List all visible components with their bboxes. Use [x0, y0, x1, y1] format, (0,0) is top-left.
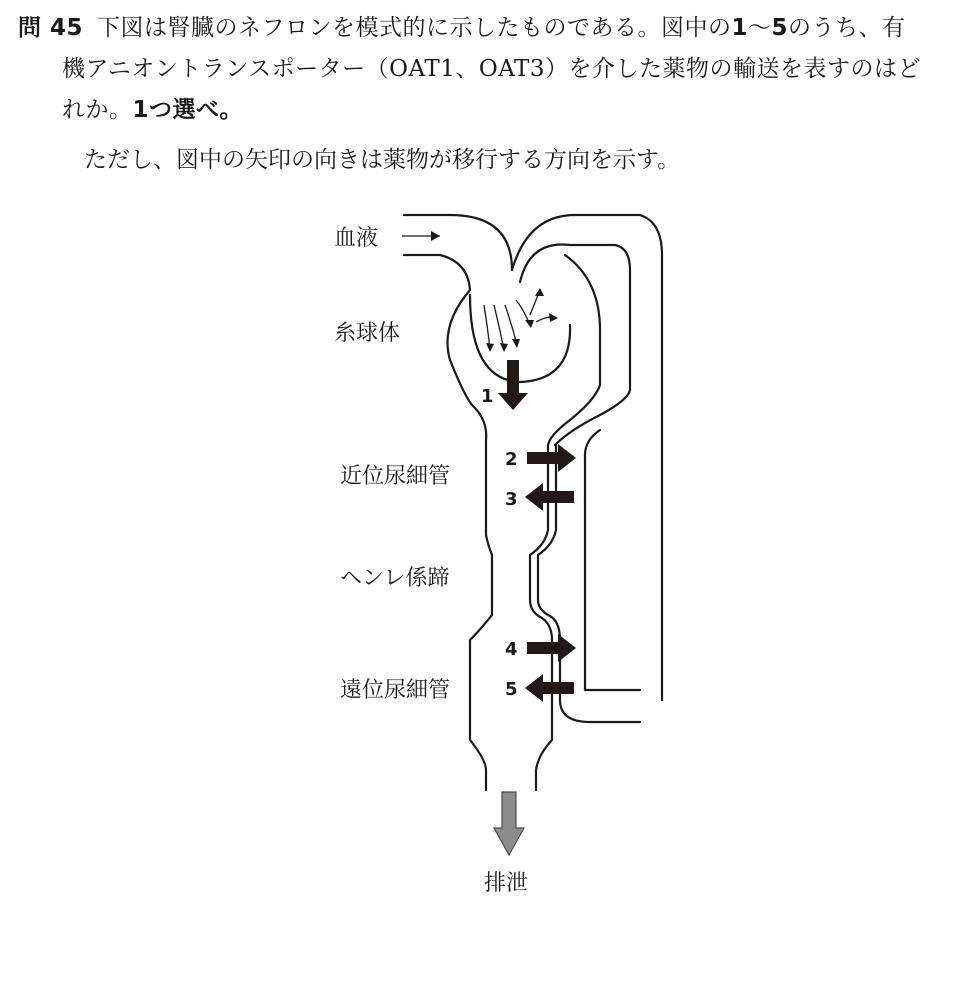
arrow-label-4: 4: [505, 639, 518, 660]
blood-vessel-bottom: [404, 255, 470, 290]
transport-arrow-5: [525, 674, 574, 702]
range-sep: 〜: [748, 15, 772, 41]
blood-arrow-head: [431, 231, 440, 241]
range-end: 5: [771, 15, 789, 41]
question-instruction: 1つ選べ。: [132, 97, 244, 123]
question-text-3a: れか。: [62, 97, 133, 123]
arrow-label-3: 3: [505, 489, 518, 510]
question-text-1b: のうち、有: [788, 15, 906, 41]
arrow-label-5: 5: [505, 679, 518, 700]
excretion-arrow: [494, 792, 524, 855]
label-proximal-tubule: 近位尿細管: [340, 464, 451, 489]
filter-arrow-head-d: [525, 320, 534, 328]
transport-arrow-3: [525, 483, 574, 511]
question-line-2: 機アニオントランスポーター（OAT1、OAT3）を介した薬物の輸送を表すのはど: [62, 56, 922, 82]
blood-vessel-top: [404, 215, 512, 270]
label-excretion: 排泄: [484, 871, 529, 896]
transport-arrow-2: [527, 444, 576, 472]
bowman-capsule-outer: [448, 290, 473, 405]
question-text-1a: 下図は腎臓のネフロンを模式的に示したものである。図中の: [97, 15, 732, 41]
transport-arrow-1: [498, 360, 528, 410]
filter-arrow-head-b: [500, 343, 508, 352]
label-blood: 血液: [334, 226, 379, 251]
arrow-label-1: 1: [481, 386, 494, 407]
capillary-outer: [585, 430, 640, 690]
filter-arrow-head-f: [549, 313, 558, 322]
filter-arrow-head-e: [535, 288, 544, 296]
range-start: 1: [731, 15, 749, 41]
filter-arrow-head-a: [486, 343, 494, 352]
arrow-label-2: 2: [505, 449, 518, 470]
filter-arrow-head-c: [512, 339, 520, 348]
question-number: 問 45: [18, 15, 84, 41]
tubule-right-wall: [530, 255, 600, 790]
proximal-tubule-left: [470, 405, 492, 790]
capillary-inner: [538, 445, 640, 722]
filter-arrow-b: [494, 305, 504, 350]
label-loop-of-henle: ヘンレ係蹄: [340, 566, 450, 591]
question-note: ただし、図中の矢印の向きは薬物が移行する方向を示す。: [84, 147, 681, 173]
label-distal-tubule: 遠位尿細管: [340, 678, 451, 703]
label-glomerulus: 糸球体: [334, 321, 401, 346]
